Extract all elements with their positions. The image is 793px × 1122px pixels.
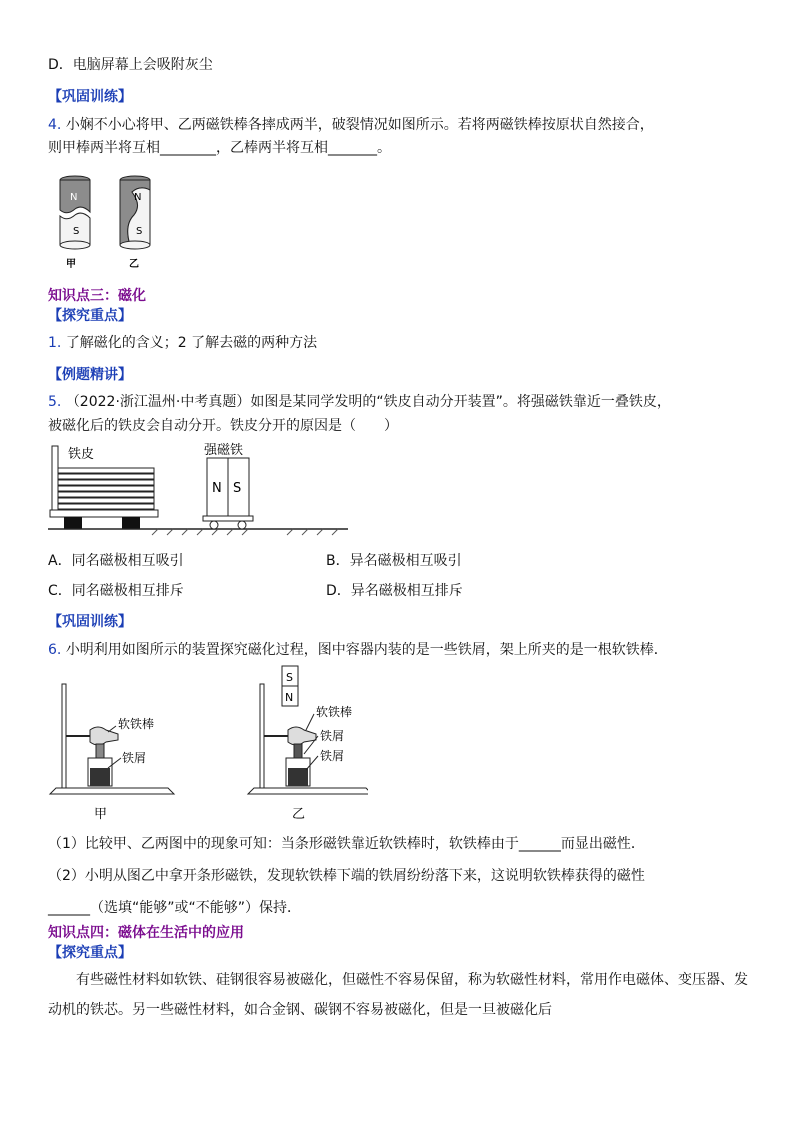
knowledge-point-3-title: 知识点三：磁化 xyxy=(48,288,146,304)
jia-n-label: N xyxy=(70,192,78,203)
yi-soft-rod-label: 软铁棒 xyxy=(316,705,353,719)
question-5-text-1: （2022·浙江温州·中考真题）如图是某同学发明的“铁皮自动分开装置”。将强磁铁靠近一叠铁皮， xyxy=(65,394,671,410)
magnet-s-label: S xyxy=(233,481,242,496)
question-4-line-1 xyxy=(48,115,654,135)
option-c: C．同名磁极相互排斥 xyxy=(48,583,184,599)
question-6-sub-2a: （2）小明从图乙中拿开条形磁铁，发现软铁棒下端的铁屑纷纷落下来，这说明软铁棒获得的磁性 xyxy=(48,868,645,884)
iron-sheet-separator-figure xyxy=(48,440,368,540)
magnetization-experiment-figure xyxy=(48,664,368,824)
strong-magnet-label: 强磁铁 xyxy=(204,443,244,458)
section-explore-2: 【探究重点】 xyxy=(48,945,132,961)
question-5-text-2: 被磁化后的铁皮会自动分开。铁皮分开的原因是（ ） xyxy=(48,418,398,434)
question-4-text-1: 小娴不小心将甲、乙两磁铁棒各摔成两半，破裂情况如图所示。若将两磁铁棒按原状自然接合， xyxy=(65,117,654,133)
section-consolidate-2: 【巩固训练】 xyxy=(48,614,132,630)
figure-yi-caption: 乙 xyxy=(292,807,306,822)
question-5-line-1 xyxy=(48,392,671,412)
option-a: A．同名磁极相互吸引 xyxy=(48,553,184,569)
magnet-jia xyxy=(60,176,90,249)
jia-soft-rod-label: 软铁棒 xyxy=(118,717,155,731)
question-4-text-2: 则甲棒两半将互相________，乙棒两半将互相_______。 xyxy=(48,140,391,156)
option-d-text: D．电脑屏幕上会吸附灰尘 xyxy=(48,57,213,73)
broken-magnets-figure xyxy=(50,170,170,275)
section-example: 【例题精讲】 xyxy=(48,367,132,383)
goal-line xyxy=(48,333,317,353)
jia-caption: 甲 xyxy=(66,259,76,270)
yi-filings-label-1: 铁屑 xyxy=(320,729,345,743)
yi-filings-label-2: 铁屑 xyxy=(320,749,345,763)
goal-number: 1. xyxy=(48,335,62,351)
question-6-text: 小明利用如图所示的装置探究磁化过程，图中容器内装的是一些铁屑，架上所夹的是一根软铁棒． xyxy=(65,642,668,658)
figure-jia-caption: 甲 xyxy=(94,807,108,822)
yi-n-label: N xyxy=(134,192,142,203)
strong-magnet xyxy=(203,458,253,529)
bar-magnet-s-label: S xyxy=(286,671,293,684)
question-4-number: 4. xyxy=(48,117,62,133)
yi-caption: 乙 xyxy=(129,259,139,270)
question-5-number: 5. xyxy=(48,394,62,410)
question-6-line xyxy=(48,640,668,660)
question-6-number: 6. xyxy=(48,642,62,658)
section-consolidate-1: 【巩固训练】 xyxy=(48,89,132,105)
section-explore-1: 【探究重点】 xyxy=(48,308,132,324)
question-6-sub-2b: ______（选填“能够”或“不能够”）保持． xyxy=(48,900,302,916)
jia-filings-label: 铁屑 xyxy=(122,751,147,765)
magnet-n-label: N xyxy=(212,481,222,496)
iron-sheet-label: 铁皮 xyxy=(68,447,95,462)
yi-s-label: S xyxy=(136,226,143,237)
magnet-yi xyxy=(120,176,150,249)
knowledge-point-4-title: 知识点四：磁体在生活中的应用 xyxy=(48,925,244,941)
goal-text: 了解磁化的含义；2 了解去磁的两种方法 xyxy=(65,335,318,351)
paragraph-soft-magnetic: 有些磁性材料如软铁、硅钢很容易被磁化，但磁性不容易保留，称为软磁性材料，常用作电磁体、变压器、发动机的铁芯。另一些磁性材料，如合金钢、碳钢不容易被磁化，但是一旦被磁化后 xyxy=(48,972,748,1018)
jia-s-label: S xyxy=(73,226,80,237)
bar-magnet-n-label: N xyxy=(285,691,294,704)
question-6-sub-1: （1）比较甲、乙两图中的现象可知：当条形磁铁靠近软铁棒时，软铁棒由于______而显出磁性． xyxy=(48,836,645,852)
option-d: D．异名磁极相互排斥 xyxy=(326,583,463,599)
stand-yi xyxy=(248,666,368,794)
stand-jia xyxy=(50,684,174,794)
iron-sheet-stack xyxy=(58,468,154,509)
option-b: B．异名磁极相互吸引 xyxy=(326,553,462,569)
